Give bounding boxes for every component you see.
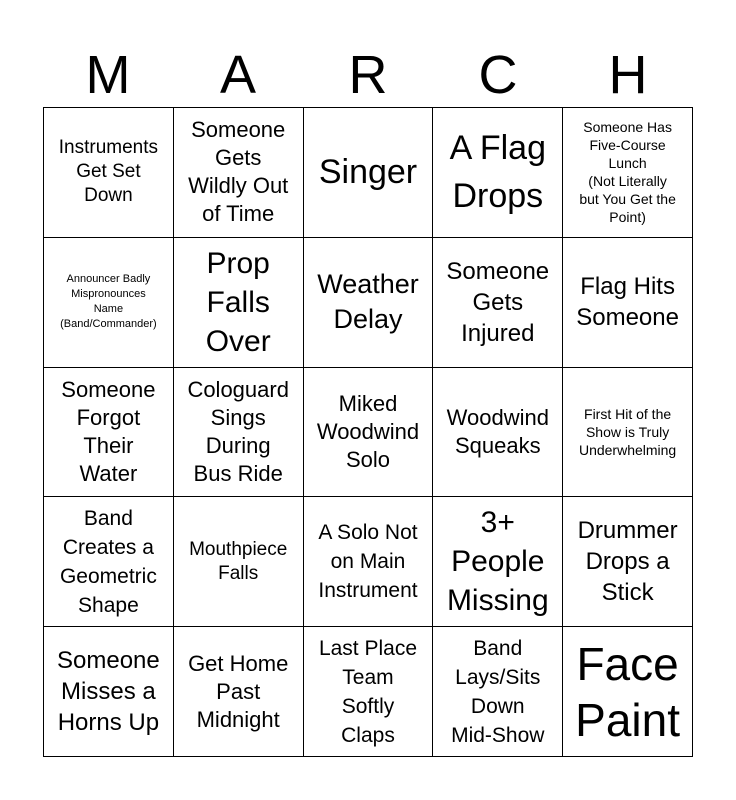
header-letter: M [85, 45, 131, 105]
header-letter: C [478, 45, 518, 105]
cell-text: Flag Hits Someone [576, 273, 679, 332]
header-letter: R [348, 45, 388, 105]
bingo-cell[interactable] [433, 368, 563, 498]
cell-text: A Flag Drops [449, 129, 546, 216]
cell-text: Band Creates a Geometric Shape [59, 506, 157, 617]
cell-text: First Hit of the Show is Truly Underwhelming [578, 405, 677, 458]
bingo-cell[interactable] [174, 238, 304, 368]
cell-text: Instruments Get Set Down [58, 137, 159, 207]
bingo-cell[interactable] [304, 627, 434, 757]
bingo-cell[interactable] [563, 497, 693, 627]
bingo-cell[interactable] [44, 368, 174, 498]
bingo-cell[interactable] [433, 497, 563, 627]
bingo-cell[interactable] [174, 108, 304, 238]
bingo-cell[interactable] [304, 497, 434, 627]
cell-text: Drummer Drops a Stick [577, 517, 678, 607]
bingo-cell[interactable] [433, 238, 563, 368]
bingo-cell[interactable] [563, 368, 693, 498]
cell-text: Someone Gets Wildly Out of Time [188, 117, 289, 227]
bingo-cell[interactable] [433, 108, 563, 238]
bingo-cell[interactable] [44, 108, 174, 238]
cell-text: Last Place Team Softly Claps [318, 636, 418, 747]
cell-text: Miked Woodwind Solo [316, 390, 420, 472]
cell-text: Someone Has Five-Course Lunch (Not Literally but You Get the Point) [579, 119, 676, 226]
bingo-cell[interactable] [174, 627, 304, 757]
cell-text: 3+ People Missing [446, 506, 549, 618]
cell-text: Someone Gets Injured [446, 257, 550, 347]
bingo-cell[interactable] [563, 627, 693, 757]
bingo-cell[interactable] [304, 238, 434, 368]
bingo-cell[interactable] [44, 627, 174, 757]
bingo-grid [43, 107, 693, 757]
bingo-cell[interactable] [44, 238, 174, 368]
cell-text: Get Home Past Midnight [188, 650, 289, 732]
header-letter: A [219, 45, 257, 105]
bingo-cell[interactable] [174, 497, 304, 627]
bingo-cell[interactable] [44, 497, 174, 627]
cell-text: Prop Falls Over [205, 246, 271, 358]
bingo-cell[interactable] [563, 238, 693, 368]
cell-text: Weather Delay [317, 269, 419, 335]
bingo-cell[interactable] [174, 368, 304, 498]
cell-text: Cologuard Sings During Bus Ride [187, 376, 289, 486]
cell-text: Woodwind Squeaks [446, 404, 549, 458]
bingo-cell[interactable] [563, 108, 693, 238]
cell-text: A Solo Not on Main Instrument [318, 521, 418, 603]
cell-text: Face Paint [575, 637, 681, 746]
bingo-cell[interactable] [304, 108, 434, 238]
bingo-cell[interactable] [304, 368, 434, 498]
cell-text: Announcer Badly Mispronounces Name (Band/Commander) [60, 273, 157, 331]
cell-text: Singer [318, 153, 418, 192]
cell-text: Someone Forgot Their Water [61, 376, 156, 486]
bingo-header [43, 42, 693, 108]
header-letter: H [608, 45, 648, 105]
cell-text: Mouthpiece Falls [189, 538, 288, 584]
cell-text: Someone Misses a Horns Up [57, 647, 160, 737]
bingo-cell[interactable] [433, 627, 563, 757]
cell-text: Band Lays/Sits Down Mid-Show [451, 636, 545, 747]
